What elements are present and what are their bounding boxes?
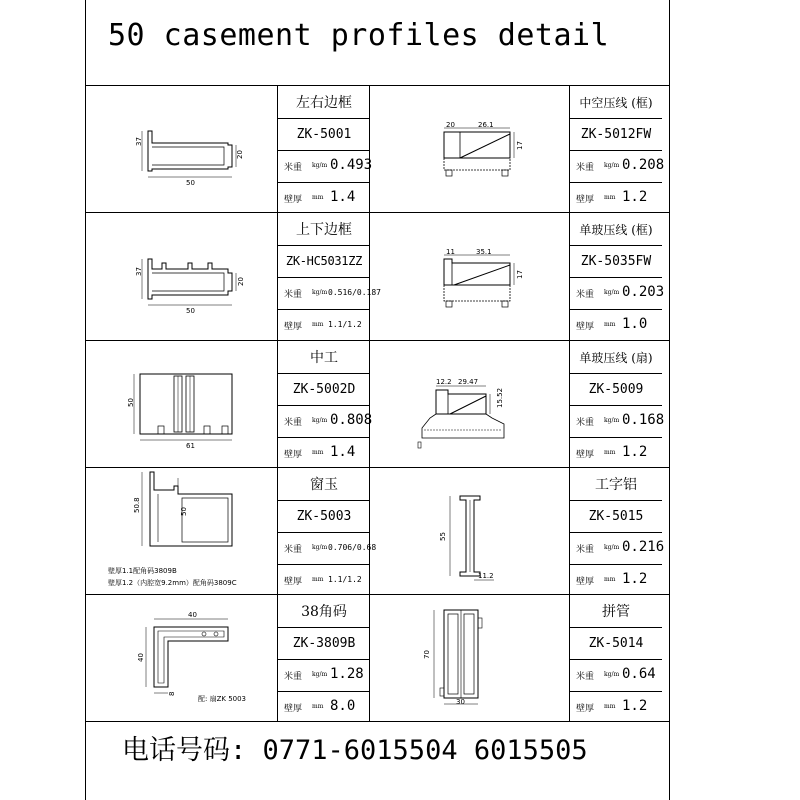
thickness-unit: mm — [604, 194, 616, 201]
thickness-row — [570, 309, 662, 341]
spec-card-zk-5015 — [570, 468, 665, 596]
weight-value: 0.808 — [330, 412, 373, 428]
dim-label: 17 — [516, 270, 524, 279]
profile-code: ZK-3809B — [278, 627, 370, 660]
profile-code: ZK-5001 — [278, 118, 370, 151]
weight-row — [278, 532, 377, 565]
profile-drawing-zk-5015 — [430, 490, 520, 585]
thickness-value: 1.2 — [622, 571, 648, 587]
weight-value: 0.706/0.68 — [328, 543, 377, 552]
dim-label: 20 — [236, 150, 244, 159]
weight-label: 米重 — [284, 672, 303, 682]
dim-label: 11 — [446, 248, 455, 256]
weight-row — [278, 150, 373, 183]
profile-name: 中空压线 (框) — [570, 86, 662, 119]
weight-unit: kg/m — [604, 544, 620, 551]
thickness-value: 8.0 — [330, 698, 356, 714]
profile-name: 拼管 — [570, 595, 662, 628]
dim-label: 50 — [186, 307, 195, 315]
dim-label: 40 — [137, 653, 145, 662]
weight-value: 0.208 — [622, 157, 665, 173]
spec-card-zk-5014 — [570, 595, 662, 723]
profile-drawing-zk-3809b — [128, 605, 248, 705]
profile-name: 38角码 — [278, 595, 370, 628]
note-text: 配: 扇ZK 5003 — [198, 695, 247, 703]
weight-value: 0.203 — [622, 284, 665, 300]
weight-label: 米重 — [284, 163, 303, 173]
weight-label: 米重 — [576, 290, 595, 300]
thickness-label: 壁厚 — [576, 704, 595, 714]
dim-label: 61 — [186, 442, 195, 450]
dim-label: 17 — [516, 141, 524, 150]
thickness-row — [278, 437, 370, 469]
thickness-unit: mm — [312, 449, 324, 456]
weight-label: 米重 — [284, 545, 303, 555]
thickness-unit: mm — [604, 449, 616, 456]
spec-card-zk-hc5031zz — [278, 213, 381, 341]
profile-drawing-zk-5012fw — [430, 118, 530, 188]
profile-code: ZK-5035FW — [570, 245, 662, 278]
profile-code: ZK-5015 — [570, 500, 662, 533]
dim-label: 11.2 — [478, 572, 494, 580]
weight-unit: kg/m — [604, 671, 620, 678]
weight-value: 1.28 — [330, 666, 364, 682]
phone-number: 电话号码: 0771-6015504 6015505 — [122, 735, 588, 766]
profile-drawing-zk-5009 — [408, 372, 508, 457]
dim-label: 26.1 — [478, 121, 494, 129]
profile-code: ZK-5002D — [278, 373, 370, 406]
thickness-row — [570, 564, 662, 596]
weight-row — [278, 405, 373, 438]
weight-value: 0.216 — [622, 539, 665, 555]
thickness-row — [570, 437, 662, 469]
spec-card-zk-5012fw — [570, 86, 665, 214]
weight-row — [570, 659, 662, 692]
note-text: 壁厚1.2（内腔宽9.2mm）配角码3809C — [108, 579, 237, 587]
weight-unit: kg/m — [604, 417, 620, 424]
weight-unit: kg/m — [312, 162, 328, 169]
dim-label: 40 — [188, 611, 197, 619]
thickness-row — [278, 691, 370, 723]
dim-label: 15.52 — [496, 387, 504, 408]
profile-name: 上下边框 — [278, 213, 370, 246]
weight-row — [278, 659, 370, 692]
page-title: 50 casement profiles detail — [108, 18, 610, 53]
thickness-unit: mm — [312, 576, 324, 583]
thickness-value: 1.2 — [622, 698, 648, 714]
weight-value: 0.168 — [622, 412, 665, 428]
profile-drawing-zk-5001 — [128, 115, 248, 185]
thickness-value: 1.1/1.2 — [328, 575, 362, 584]
thickness-label: 壁厚 — [576, 195, 595, 205]
profile-drawing-zk-5003 — [128, 470, 248, 560]
spec-card-zk-5003 — [278, 468, 377, 596]
dim-label: 37 — [135, 137, 143, 146]
dim-label: 12.2 — [436, 378, 452, 386]
thickness-value: 1.4 — [330, 189, 356, 205]
thickness-unit: mm — [312, 321, 324, 328]
note-text: 壁厚1.1配角码3809B — [108, 567, 177, 575]
weight-unit: kg/m — [312, 289, 328, 296]
thickness-row — [278, 182, 370, 214]
thickness-unit: mm — [604, 703, 616, 710]
weight-value: 0.493 — [330, 157, 373, 173]
thickness-value: 1.2 — [622, 189, 648, 205]
thickness-row — [278, 309, 370, 341]
weight-row — [570, 150, 665, 183]
weight-label: 米重 — [576, 418, 595, 428]
weight-unit: kg/m — [312, 671, 328, 678]
profile-drawing-zk-hc5031zz — [128, 245, 248, 315]
spec-card-zk-5035fw — [570, 213, 665, 341]
thickness-unit: mm — [312, 194, 324, 201]
weight-unit: kg/m — [604, 162, 620, 169]
thickness-value: 1.2 — [622, 444, 648, 460]
thickness-row — [278, 564, 370, 596]
thickness-label: 壁厚 — [576, 322, 595, 332]
thickness-label: 壁厚 — [284, 704, 303, 714]
profile-drawing-zk-5035fw — [430, 245, 530, 320]
thickness-unit: mm — [604, 321, 616, 328]
thickness-value: 1.4 — [330, 444, 356, 460]
spec-card-zk-3809b — [278, 595, 370, 723]
spec-card-zk-5001 — [278, 86, 373, 214]
thickness-label: 壁厚 — [576, 450, 595, 460]
weight-label: 米重 — [284, 290, 303, 300]
weight-label: 米重 — [576, 163, 595, 173]
thickness-row — [570, 182, 662, 214]
thickness-unit: mm — [312, 703, 324, 710]
weight-label: 米重 — [576, 545, 595, 555]
weight-value: 0.64 — [622, 666, 656, 682]
profile-name: 窗玉 — [278, 468, 370, 501]
profile-name: 单玻压线 (扇) — [570, 341, 662, 374]
dim-label: 20 — [446, 121, 455, 129]
profile-code: ZK-5014 — [570, 627, 662, 660]
dim-label: 37 — [135, 267, 143, 276]
dim-label: 8 — [168, 691, 176, 696]
spec-card-zk-5002d — [278, 341, 373, 469]
profile-name: 中工 — [278, 341, 370, 374]
dim-label: 50.8 — [133, 497, 141, 513]
dim-label: 55 — [439, 532, 447, 541]
profile-code: ZK-5009 — [570, 373, 662, 406]
dim-label: 35.1 — [476, 248, 492, 256]
weight-row — [570, 405, 665, 438]
spec-card-zk-5009 — [570, 341, 665, 469]
profile-name: 左右边框 — [278, 86, 370, 119]
weight-unit: kg/m — [312, 544, 328, 551]
profile-name: 工字铝 — [570, 468, 662, 501]
dim-label: 50 — [186, 179, 195, 187]
thickness-unit: mm — [604, 576, 616, 583]
dim-label: 50 — [180, 507, 188, 516]
dim-label: 30 — [456, 698, 465, 706]
weight-row — [570, 277, 665, 310]
thickness-label: 壁厚 — [284, 195, 303, 205]
weight-unit: kg/m — [312, 417, 328, 424]
weight-label: 米重 — [284, 418, 303, 428]
dim-label: 70 — [423, 650, 431, 659]
profile-code: ZK-5003 — [278, 500, 370, 533]
dim-label: 50 — [127, 398, 135, 407]
profile-drawing-zk-5014 — [420, 604, 510, 714]
weight-row — [278, 277, 381, 310]
profile-drawing-zk-5002d — [128, 362, 248, 452]
weight-unit: kg/m — [604, 289, 620, 296]
profile-code: ZK-5012FW — [570, 118, 662, 151]
profile-code: ZK-HC5031ZZ — [278, 245, 370, 278]
weight-label: 米重 — [576, 672, 595, 682]
thickness-value: 1.1/1.2 — [328, 320, 362, 329]
thickness-value: 1.0 — [622, 316, 648, 332]
dim-label: 29.47 — [458, 378, 479, 386]
thickness-label: 壁厚 — [576, 577, 595, 587]
thickness-label: 壁厚 — [284, 450, 303, 460]
weight-value: 0.516/0.187 — [328, 288, 381, 297]
profile-name: 单玻压线 (框) — [570, 213, 662, 246]
dim-label: 20 — [237, 277, 245, 286]
thickness-row — [570, 691, 662, 723]
thickness-label: 壁厚 — [284, 577, 303, 587]
weight-row — [570, 532, 665, 565]
thickness-label: 壁厚 — [284, 322, 303, 332]
